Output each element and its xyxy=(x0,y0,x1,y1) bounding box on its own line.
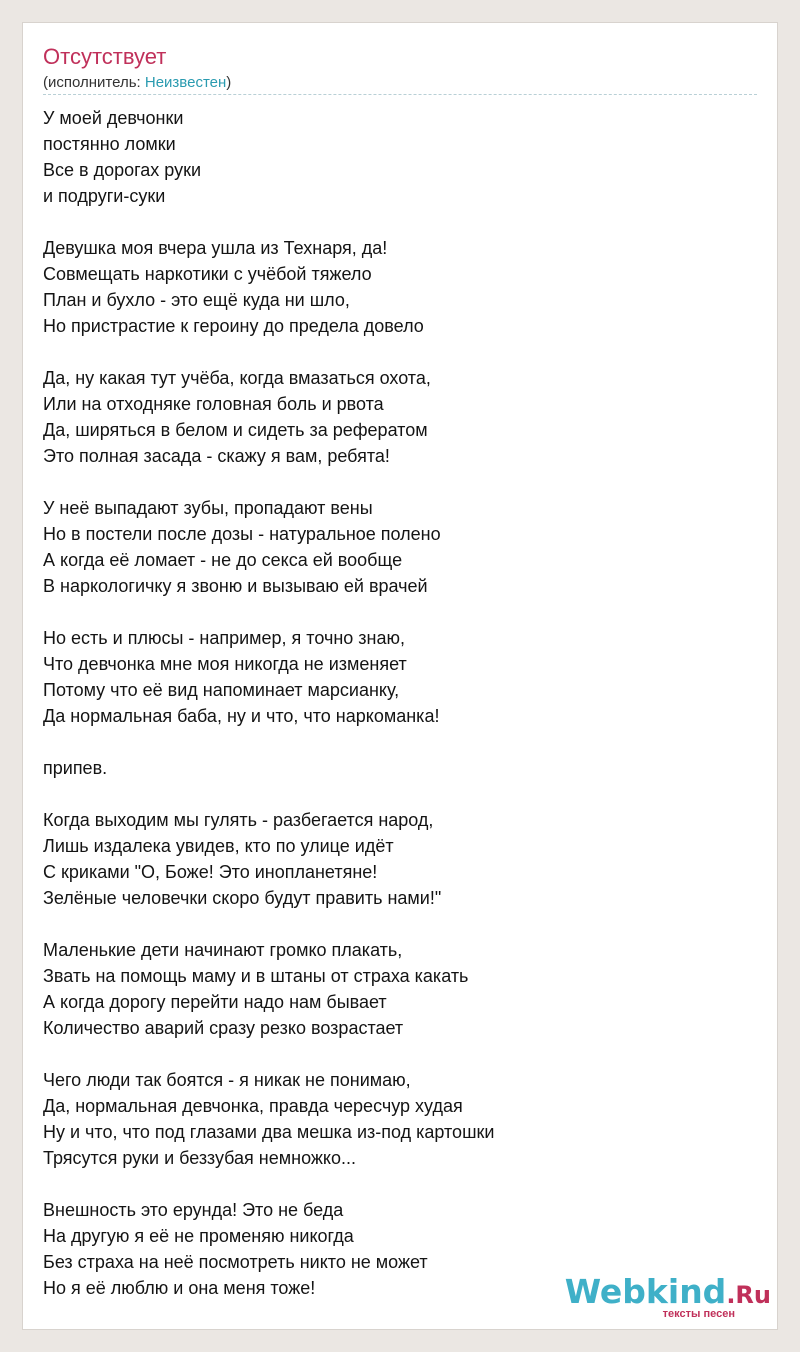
lyric-line: Чего люди так боятся - я никак не понимаю, xyxy=(43,1070,411,1090)
lyric-line: Совмещать наркотики с учёбой тяжело xyxy=(43,264,372,284)
stanza-gap xyxy=(43,781,743,807)
lyric-line: Но пристрастие к героину до предела довело xyxy=(43,316,424,336)
lyric-line: Трясутся руки и беззубая немножко... xyxy=(43,1148,357,1168)
stanza-gap xyxy=(43,339,743,365)
stanza-gap xyxy=(43,469,743,495)
lyric-line: Что девчонка мне моя никогда не изменяет xyxy=(43,654,407,674)
stanza-gap xyxy=(43,209,743,235)
lyric-line: Но есть и плюсы - например, я точно знаю, xyxy=(43,628,405,648)
lyric-line: А когда её ломает - не до секса ей вообще xyxy=(43,550,403,570)
logo-name: Webkind xyxy=(564,1272,727,1311)
lyric-line: Девушка моя вчера ушла из Технаря, да! xyxy=(43,238,388,258)
lyric-line: Или на отходняке головная боль и рвота xyxy=(43,394,384,414)
lyric-line: Потому что её вид напоминает марсианку, xyxy=(43,680,400,700)
lyric-line: Количество аварий сразу резко возрастает xyxy=(43,1018,404,1038)
lyric-line: У моей девчонки xyxy=(43,108,184,128)
lyric-line: В наркологичку я звоню и вызываю ей врачей xyxy=(43,576,428,596)
stanza-gap xyxy=(43,599,743,625)
stanza-gap xyxy=(43,911,743,937)
lyric-line: Все в дорогах руки xyxy=(43,160,202,180)
lyric-line: Ну и что, что под глазами два мешка из-под картошки xyxy=(43,1122,495,1142)
lyric-line: У неё выпадают зубы, пропадают вены xyxy=(43,498,373,518)
artist-prefix: (исполнитель: xyxy=(43,74,145,91)
lyric-line: Внешность это ерунда! Это не беда xyxy=(43,1200,344,1220)
lyric-line: Да нормальная баба, ну и что, что наркоманка! xyxy=(43,706,440,726)
stanza-gap xyxy=(43,1171,743,1197)
site-logo[interactable] xyxy=(564,1272,771,1324)
stanza-gap xyxy=(43,729,743,755)
lyric-line: Маленькие дети начинают громко плакать, xyxy=(43,940,403,960)
lyrics-body xyxy=(43,105,743,1301)
song-title: Отсутствует xyxy=(43,44,167,69)
artist-link[interactable]: Неизвестен xyxy=(144,74,227,91)
lyric-line: Без страха на неё посмотреть никто не может xyxy=(43,1252,428,1272)
lyric-line: Да, ну какая тут учёба, когда вмазаться охота, xyxy=(43,368,431,388)
lyric-line: Да, ширяться в белом и сидеть за рефератом xyxy=(43,420,428,440)
stanza-gap xyxy=(43,1041,743,1067)
lyric-line: припев. xyxy=(43,758,108,778)
lyric-line: Это полная засада - скажу я вам, ребята! xyxy=(43,446,390,466)
lyric-line: Да, нормальная девчонка, правда чересчур худая xyxy=(43,1096,463,1116)
lyric-line: постянно ломки xyxy=(43,134,176,154)
logo-tagline: тексты песен xyxy=(662,1308,735,1320)
lyric-line: На другую я её не променяю никогда xyxy=(43,1226,354,1246)
lyric-line: Звать на помощь маму и в штаны от страха какать xyxy=(43,966,469,986)
artist-line xyxy=(43,73,231,93)
lyric-line: и подруги-суки xyxy=(43,186,166,206)
artist-suffix: ) xyxy=(226,74,232,91)
lyric-line: Но я её люблю и она меня тоже! xyxy=(43,1278,316,1298)
logo-tld: .Ru xyxy=(726,1281,771,1309)
lyric-line: А когда дорогу перейти надо нам бывает xyxy=(43,992,387,1012)
lyric-line: Когда выходим мы гулять - разбегается народ, xyxy=(43,810,434,830)
lyric-line: Зелёные человечки скоро будут править нами!" xyxy=(43,888,442,908)
lyric-line: Но в постели после дозы - натуральное полено xyxy=(43,524,441,544)
lyrics-card xyxy=(22,22,778,1330)
header-divider xyxy=(43,94,757,95)
lyric-line: С криками "О, Боже! Это инопланетяне! xyxy=(43,862,378,882)
lyric-line: План и бухло - это ещё куда ни шло, xyxy=(43,290,350,310)
lyric-line: Лишь издалека увидев, кто по улице идёт xyxy=(43,836,394,856)
